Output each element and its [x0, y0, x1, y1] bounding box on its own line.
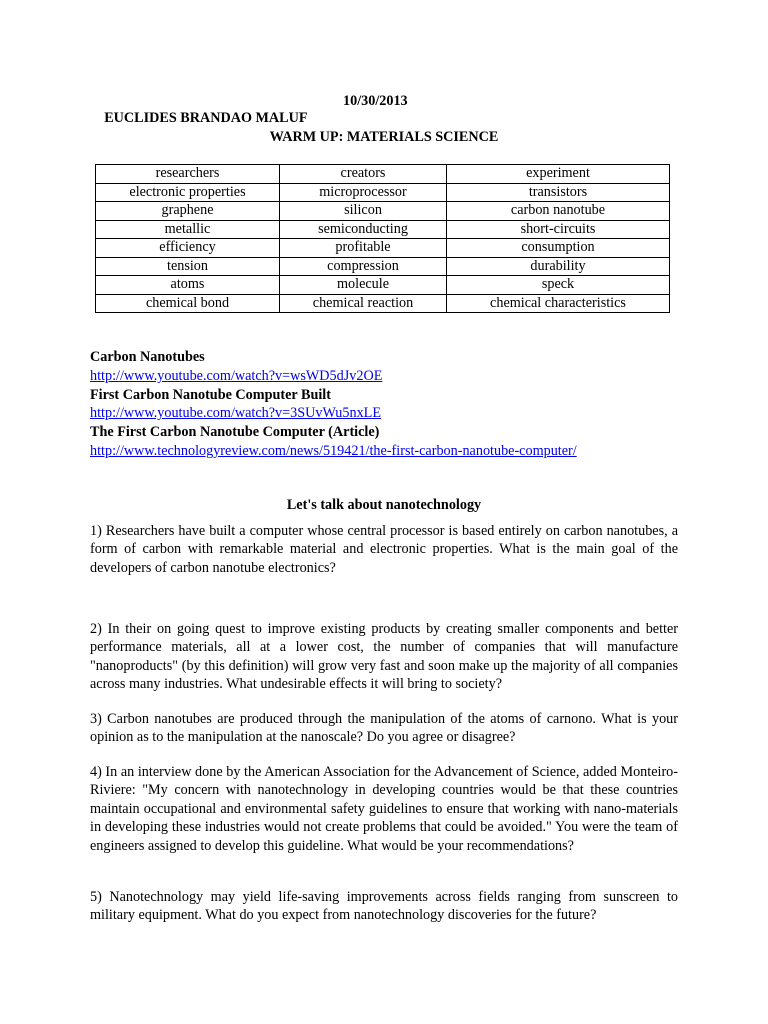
- section-subtitle: Let's talk about nanotechnology: [286, 497, 482, 513]
- header-date: 10/30/2013: [343, 93, 408, 109]
- table-cell: speck: [447, 276, 670, 295]
- link-label: First Carbon Nanotube Computer Built: [90, 386, 331, 403]
- table-cell: researchers: [96, 165, 280, 184]
- table-row: [96, 257, 670, 276]
- table-cell: chemical reaction: [280, 294, 447, 313]
- table-cell: creators: [280, 165, 447, 184]
- question-4: 4) In an interview done by the American Association for the Advancement of Science, added Monteiro-Riviere: "My concern with nanotechnology in developing countries would be that these countries maintain occupational and environmental safety guidelines to ensure that working with nano-materials in developing these industries would not create problems that could be avoided." You were the team of engineers assigned to develop this guideline. What would be your recommendations?: [90, 764, 678, 854]
- table-row: [96, 276, 670, 295]
- video-link-first-computer[interactable]: http://www.youtube.com/watch?v=3SUvWu5nxLE: [90, 405, 382, 422]
- table-row: [96, 183, 670, 202]
- table-row: [96, 202, 670, 221]
- question-3: 3) Carbon nanotubes are produced through the manipulation of the atoms of carnono. What is your opinion as to the manipulation at the nanoscale? Do you agree or disagree?: [90, 711, 678, 746]
- table-row: [96, 239, 670, 258]
- table-cell: chemical characteristics: [447, 294, 670, 313]
- student-name: EUCLIDES BRANDAO MALUF: [104, 110, 308, 126]
- table-cell: graphene: [96, 202, 280, 221]
- link-label: The First Carbon Nanotube Computer (Article): [90, 424, 380, 441]
- table-cell: silicon: [280, 202, 447, 221]
- table-cell: durability: [447, 257, 670, 276]
- table-cell: microprocessor: [280, 183, 447, 202]
- table-cell: atoms: [96, 276, 280, 295]
- table-cell: experiment: [447, 165, 670, 184]
- table-cell: chemical bond: [96, 294, 280, 313]
- article-link[interactable]: http://www.technologyreview.com/news/519421/the-first-carbon-nanotube-computer/: [90, 442, 577, 459]
- table-cell: tension: [96, 257, 280, 276]
- table-cell: compression: [280, 257, 447, 276]
- table-cell: metallic: [96, 220, 280, 239]
- question-5: 5) Nanotechnology may yield life-saving improvements across fields ranging from sunscreen to military equipment. What do you expect from nanotechnology discoveries for the future?: [90, 889, 678, 924]
- question-2: 2) In their on going quest to improve existing products by creating smaller components and better performance materials, all at a lower cost, the number of companies that will manufacture "nanoproducts" (by this definition) will grow very fast and soon make up the majority of all companies across many industries. What undesirable effects it will bring to society?: [90, 621, 678, 693]
- table-cell: semiconducting: [280, 220, 447, 239]
- table-cell: consumption: [447, 239, 670, 258]
- vocabulary-table: [95, 164, 670, 313]
- resource-links: [90, 348, 577, 461]
- table-cell: carbon nanotube: [447, 202, 670, 221]
- table-cell: profitable: [280, 239, 447, 258]
- link-label: Carbon Nanotubes: [90, 349, 205, 365]
- table-cell: electronic properties: [96, 183, 280, 202]
- table-row: [96, 165, 670, 184]
- table-cell: short-circuits: [447, 220, 670, 239]
- table-cell: efficiency: [96, 239, 280, 258]
- question-1: 1) Researchers have built a computer whose central processor is based entirely on carbon nanotubes, a form of carbon with remarkable material and electronic properties. What is the main goal of the developers of carbon nanotube electronics?: [90, 523, 678, 576]
- table-cell: molecule: [280, 276, 447, 295]
- table-row: [96, 294, 670, 313]
- table-row: [96, 220, 670, 239]
- page-title: WARM UP: MATERIALS SCIENCE: [269, 129, 499, 145]
- table-cell: transistors: [447, 183, 670, 202]
- video-link-carbon-nanotubes[interactable]: http://www.youtube.com/watch?v=wsWD5dJv2OE: [90, 367, 383, 384]
